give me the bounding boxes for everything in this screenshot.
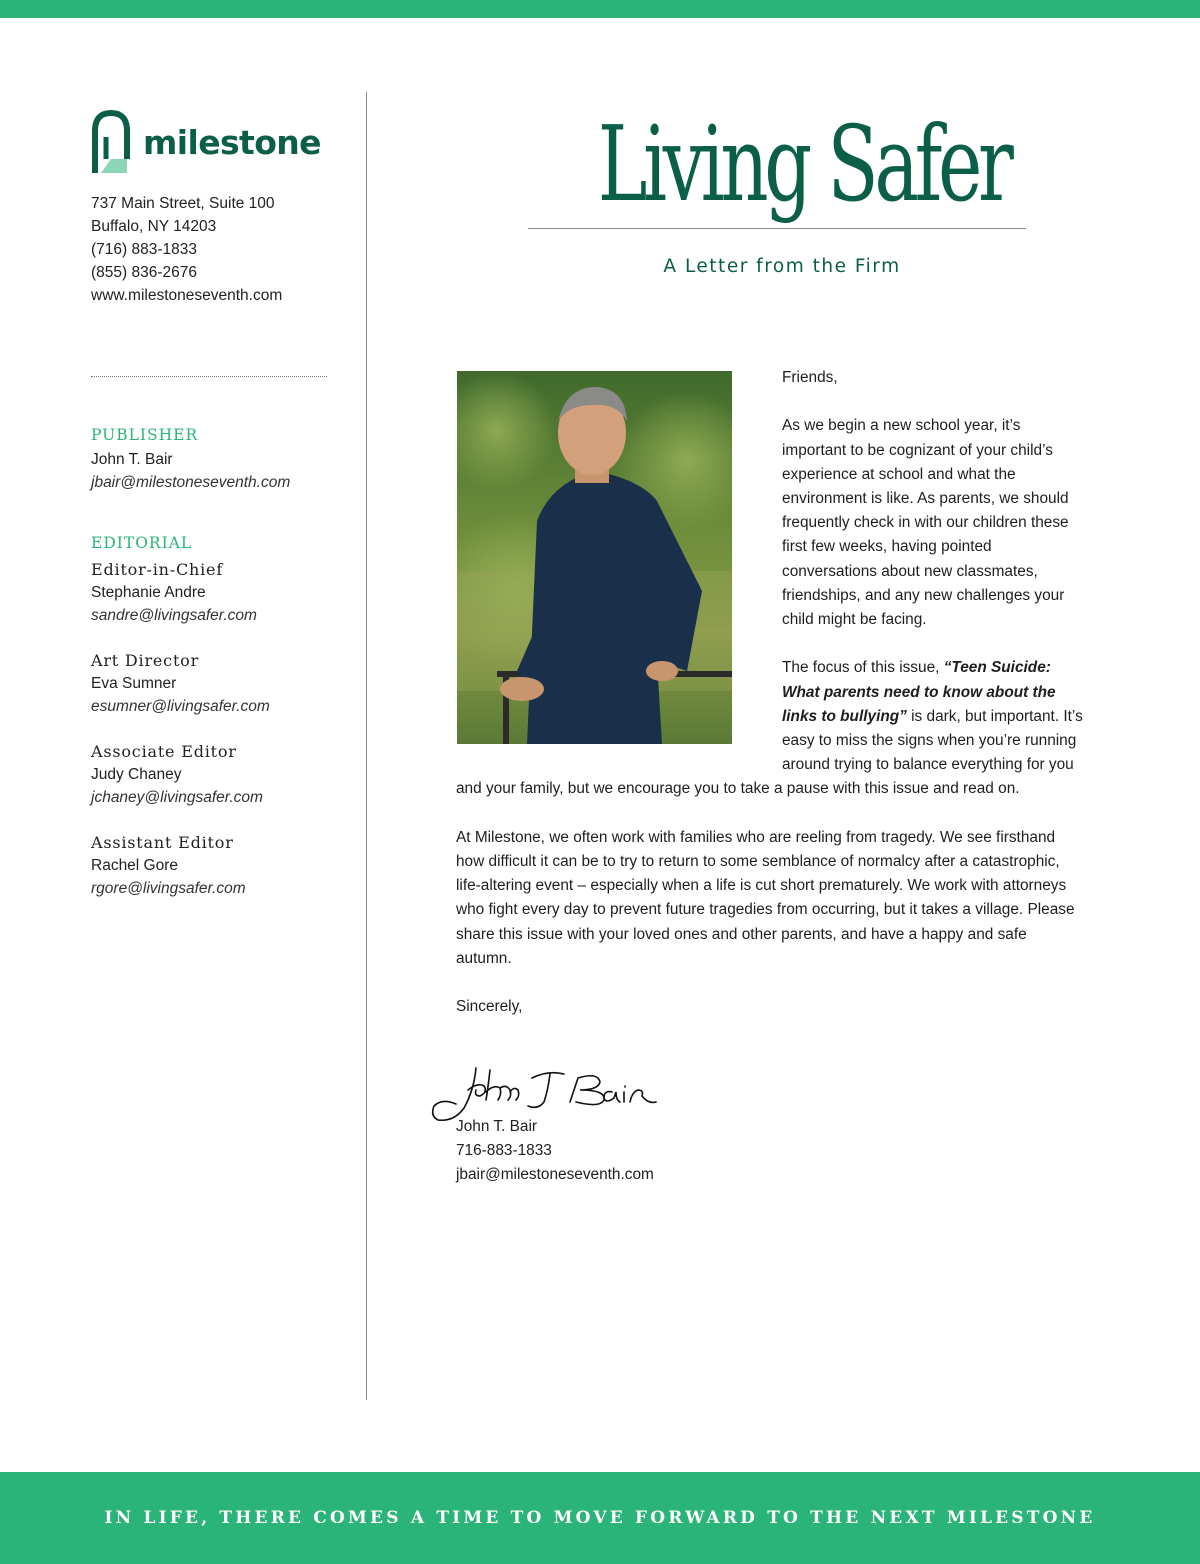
staff-name: Eva Sumner <box>91 675 177 692</box>
signer-phone: 716-883-1833 <box>456 1142 552 1160</box>
column-divider <box>366 92 367 1400</box>
signer-email[interactable]: jbair@milestoneseventh.com <box>456 1166 654 1184</box>
page-subtitle: A Letter from the Firm <box>663 256 901 277</box>
p2-start: The focus of this issue, <box>782 659 944 677</box>
letter-signoff: Sincerely, <box>456 998 523 1016</box>
footer-tagline: IN LIFE, THERE COMES A TIME TO MOVE FORWARD TO THE NEXT MILESTONE <box>104 1508 1096 1528</box>
phone-tollfree: (855) 836-2676 <box>91 264 197 281</box>
staff-role: Editor-in-Chief <box>91 560 224 579</box>
staff-email[interactable]: jchaney@livingsafer.com <box>91 789 263 806</box>
page-title: Living Safer <box>597 103 1010 225</box>
publisher-name: John T. Bair <box>91 451 173 468</box>
phone-local: (716) 883-1833 <box>91 241 197 258</box>
arch-doorway-icon <box>91 109 131 175</box>
signer-block <box>456 1115 654 1188</box>
featured-article-title: “Teen Suicide: What parents need to know about the links to bullying” <box>782 659 1056 725</box>
logo-wordmark: milestone <box>143 122 321 162</box>
milestone-logo <box>91 108 331 176</box>
staff-role: Assistant Editor <box>91 833 234 852</box>
p2-end: is dark, but important. It’s easy to miss the signs when you’re running around trying to balance everything for you and your family, but we encourage you to take a pause with this issue and read on. <box>456 707 1083 798</box>
staff-entry <box>91 558 351 627</box>
staff-entry <box>91 649 351 718</box>
letter-body <box>456 366 1086 1044</box>
sidebar-dotted-divider <box>91 376 327 377</box>
staff-email[interactable]: sandre@livingsafer.com <box>91 607 257 624</box>
staff-role: Art Director <box>91 651 200 670</box>
address-city: Buffalo, NY 14203 <box>91 218 217 235</box>
staff-email[interactable]: rgore@livingsafer.com <box>91 880 246 897</box>
staff-name: Judy Chaney <box>91 766 182 783</box>
staff-email[interactable]: esumner@livingsafer.com <box>91 698 270 715</box>
masthead <box>91 426 351 922</box>
staff-name: Rachel Gore <box>91 857 179 874</box>
sidebar <box>91 108 331 307</box>
publisher-heading: PUBLISHER <box>91 426 199 444</box>
title-block <box>528 100 1026 228</box>
staff-entry <box>91 831 351 900</box>
staff-role: Associate Editor <box>91 742 237 761</box>
staff-entry <box>91 740 351 809</box>
website-link[interactable]: www.milestoneseventh.com <box>91 287 283 304</box>
staff-name: Stephanie Andre <box>91 584 206 601</box>
editorial-heading: EDITORIAL <box>91 534 193 552</box>
top-accent-bar <box>0 0 1200 18</box>
letter-paragraph-3: At Milestone, we often work with families who are reeling from tragedy. We see firsthand how difficult it can be to try to return to some semblance of normalcy after a catastrophic, life-altering event – especially when a life is cut short prematurely. We work with attorneys who fight every day to prevent future tragedies from occurring, but it takes a village. Please share this issue with your loved ones and other parents, and have a happy and safe autumn. <box>456 828 1075 967</box>
letter-greeting: Friends, <box>782 369 838 386</box>
publisher-email[interactable]: jbair@milestoneseventh.com <box>91 474 291 491</box>
firm-address <box>91 192 331 307</box>
address-street: 737 Main Street, Suite 100 <box>91 195 275 212</box>
photo-spacer <box>456 366 782 764</box>
footer-bar <box>0 1472 1200 1564</box>
title-rule <box>528 228 1026 229</box>
signer-name: John T. Bair <box>456 1118 537 1135</box>
letter-paragraph-1: As we begin a new school year, it’s important to be cognizant of your child’s experience at school and what the environment is like. As parents, we should frequently check in with our children these first few weeks, having pointed conversations about new classmates, friendships, and any new challenges your child might be facing. <box>782 417 1069 629</box>
